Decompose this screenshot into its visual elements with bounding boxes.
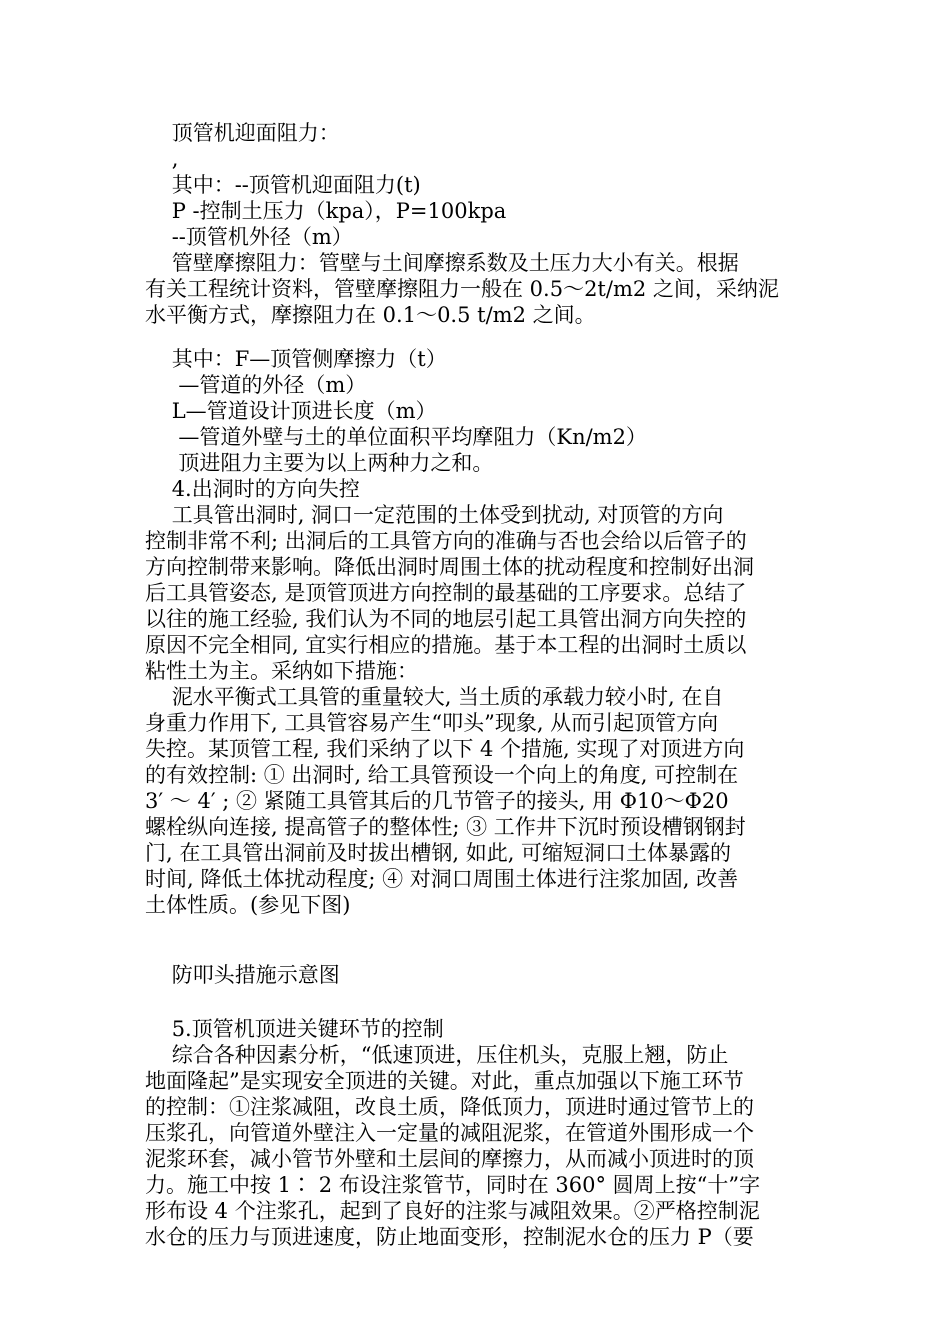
text-line: , [145, 147, 179, 171]
text-line: 综合各种因素分析，“低速顶进，压住机头，克服上翘，防止 [145, 1043, 729, 1067]
figure-caption: 防叩头措施示意图 [145, 963, 340, 987]
section-heading: 4.出洞时的方向失控 [145, 477, 360, 501]
section-heading: 5.顶管机顶进关键环节的控制 [145, 1017, 444, 1041]
text-line: 以往的施工经验, 我们认为不同的地层引起工具管出洞方向失控的 [145, 607, 747, 631]
text-line: 有关工程统计资料，管壁摩擦阻力一般在 0.5～2t/m2 之间，采纳泥 [145, 277, 779, 301]
text-line: 力。施工中按 1∶ 2 布设注浆管节，同时在 360° 圆周上按“十”字 [145, 1173, 761, 1197]
text-line: 后工具管姿态, 是顶管顶进方向控制的最基础的工序要求。总结了 [145, 581, 747, 605]
text-line: 地面隆起”是实现安全顶进的关键。对此，重点加强以下施工环节 [145, 1069, 744, 1093]
text-line: L—管道设计顶进长度（m） [145, 399, 437, 423]
text-line: 时间, 降低土体扰动程度; ④ 对洞口周围土体进行注浆加固, 改善 [145, 867, 739, 891]
text-line: 水仓的压力与顶进速度，防止地面变形，控制泥水仓的压力 P（要 [145, 1225, 754, 1249]
text-line: 泥水平衡式工具管的重量较大, 当土质的承载力较小时, 在自 [145, 685, 724, 709]
text-line: 螺栓纵向连接, 提高管子的整体性; ③ 工作井下沉时预设槽钢钢封 [145, 815, 746, 839]
text-line: 控制非常不利; 出洞后的工具管方向的准确与否也会给以后管子的 [145, 529, 747, 553]
text-line: 工具管出洞时, 洞口一定范围的土体受到扰动, 对顶管的方向 [145, 503, 724, 527]
text-line: 其中：--顶管机迎面阻力(t) [145, 173, 421, 197]
text-line: 的有效控制: ① 出洞时, 给工具管预设一个向上的角度, 可控制在 [145, 763, 739, 787]
text-line: 的控制：①注浆减阻，改良土质，降低顶力，顶进时通过管节上的 [145, 1095, 754, 1119]
text-line: 其中：F—顶管侧摩擦力（t） [145, 347, 447, 371]
text-line: 粘性土为主。采纳如下措施： [145, 659, 418, 683]
text-line: —管道的外径（m） [145, 373, 367, 397]
text-line: 顶进阻力主要为以上两种力之和。 [145, 451, 494, 475]
text-line: 管壁摩擦阻力：管壁与土间摩擦系数及土压力大小有关。根据 [145, 251, 739, 275]
text-line: --顶管机外径（m） [145, 225, 353, 249]
text-line: 顶管机迎面阻力： [145, 121, 340, 145]
text-line: 形布设 4 个注浆孔，起到了良好的注浆与减阻效果。②严格控制泥 [145, 1199, 760, 1223]
text-line: 方向控制带来影响。降低出洞时周围土体的扰动程度和控制好出洞 [145, 555, 754, 579]
text-line: 失控。某顶管工程, 我们采纳了以下 4 个措施, 实现了对顶进方向 [145, 737, 745, 761]
text-line: 泥浆环套，减小管节外壁和土层间的摩擦力，从而减小顶进时的顶 [145, 1147, 754, 1171]
text-line: 3′ ～ 4′ ; ② 紧随工具管其后的几节管子的接头, 用 Φ10～Φ20 [145, 789, 729, 813]
text-line: P -控制土压力（kpa），P=100kpa [145, 199, 507, 223]
text-line: 压浆孔，向管道外壁注入一定量的减阻泥浆，在管道外围形成一个 [145, 1121, 754, 1145]
text-line: —管道外壁与土的单位面积平均摩阻力（Kn/m2） [145, 425, 647, 449]
text-line: 门, 在工具管出洞前及时拔出槽钢, 如此, 可缩短洞口土体暴露的 [145, 841, 732, 865]
text-line: 原因不完全相同, 宜实行相应的措施。基于本工程的出洞时土质以 [145, 633, 747, 657]
text-line: 土体性质。(参见下图) [145, 893, 351, 917]
text-line: 身重力作用下, 工具管容易产生“叩头”现象, 从而引起顶管方向 [145, 711, 719, 735]
text-line: 水平衡方式，摩擦阻力在 0.1～0.5 t/m2 之间。 [145, 303, 596, 327]
